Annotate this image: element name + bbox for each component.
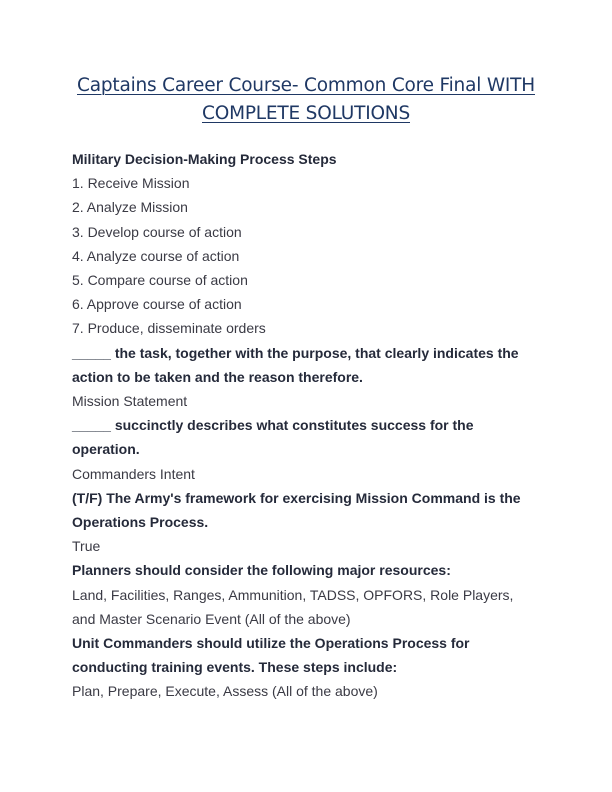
answer-2: Commanders Intent (72, 465, 195, 482)
question-4: Planners should consider the following major resources: (72, 562, 451, 579)
question-2-line-1: _____ succinctly describes what constitutes success for the (72, 417, 474, 434)
document-title (60, 72, 552, 128)
mdmp-step-5: 5. Compare course of action (72, 272, 248, 289)
question-3-line-2: Operations Process. (72, 514, 209, 531)
document-body (72, 147, 542, 704)
section-heading-mdmp: Military Decision-Making Process Steps (72, 151, 337, 167)
question-1-line-1: _____ the task, together with the purpose, that clearly indicates the (72, 344, 519, 361)
answer-3: True (72, 538, 101, 555)
title-line-1: Captains Career Course- Common Core Final WITH (77, 75, 535, 96)
mdmp-step-2: 2. Analyze Mission (72, 199, 188, 216)
title-line-2: COMPLETE SOLUTIONS (202, 103, 410, 124)
question-3-line-1: (T/F) The Army's framework for exercising Mission Command is the (72, 489, 521, 506)
mdmp-step-7: 7. Produce, disseminate orders (72, 320, 266, 337)
mdmp-step-6: 6. Approve course of action (72, 296, 242, 313)
question-1-line-2: action to be taken and the reason therefore. (72, 368, 363, 385)
question-2-line-2: operation. (72, 441, 140, 458)
mdmp-step-3: 3. Develop course of action (72, 223, 242, 240)
mdmp-step-4: 4. Analyze course of action (72, 247, 240, 264)
answer-4-line-2: and Master Scenario Event (All of the above) (72, 610, 351, 627)
mdmp-step-1: 1. Receive Mission (72, 175, 190, 192)
question-5-line-2: conducting training events. These steps include: (72, 659, 398, 676)
answer-1: Mission Statement (72, 393, 188, 410)
answer-5: Plan, Prepare, Execute, Assess (All of the above) (72, 683, 378, 700)
answer-4-line-1: Land, Facilities, Ranges, Ammunition, TADSS, OPFORS, Role Players, (72, 586, 514, 603)
question-5-line-1: Unit Commanders should utilize the Operations Process for (72, 635, 470, 652)
